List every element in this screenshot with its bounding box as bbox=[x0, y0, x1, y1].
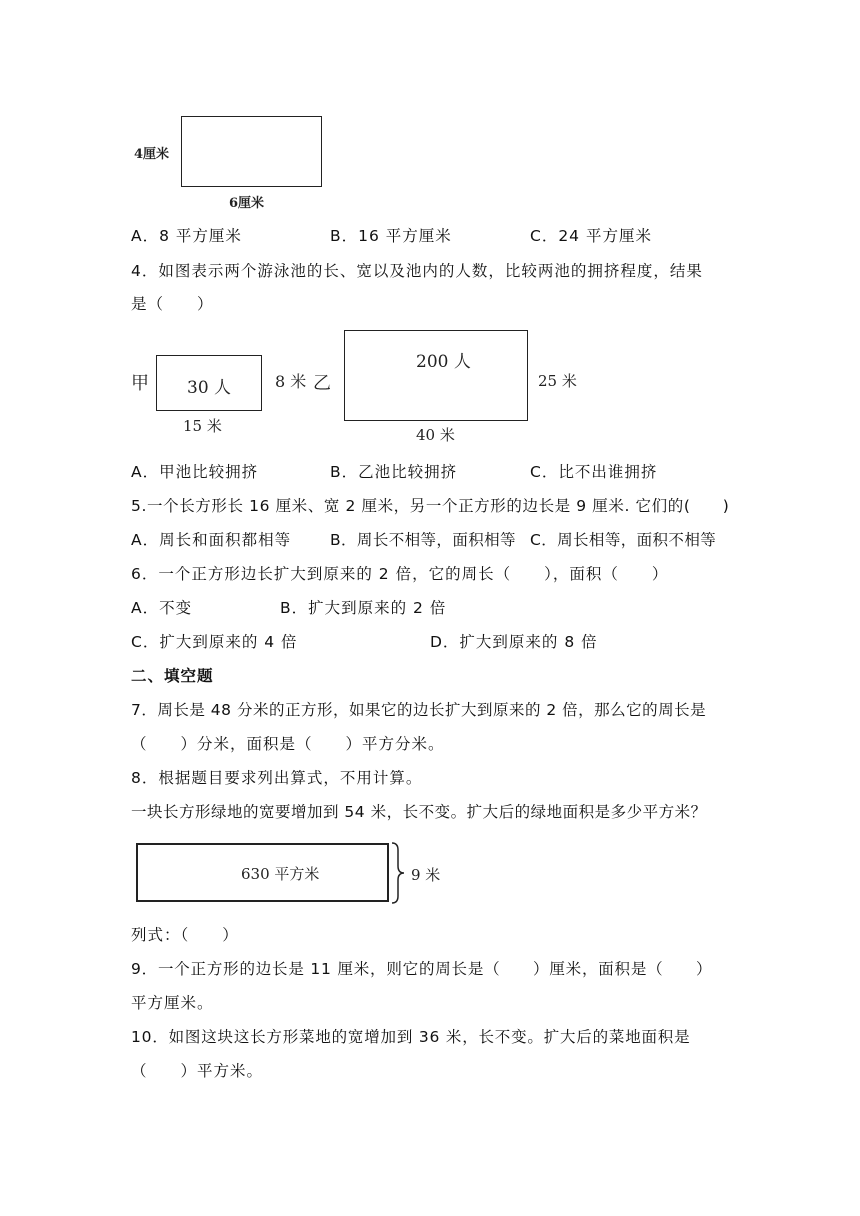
q7-question-line1: 7．周长是 48 分米的正方形，如果它的边长扩大到原来的 2 倍，那么它的周长是 bbox=[131, 701, 707, 719]
q10-question-line2: （ ）平方米。 bbox=[131, 1062, 264, 1080]
pool-jia-length: 15 米 bbox=[183, 417, 222, 435]
width-brace-icon bbox=[390, 842, 406, 904]
q9-question-line1: 9．一个正方形的边长是 11 厘米，则它的周长是（ ）厘米，面积是（ ） bbox=[131, 960, 713, 978]
q6-option-a: A．不变 bbox=[131, 599, 193, 617]
pool-yi-length: 40 米 bbox=[416, 426, 455, 444]
q5-option-a: A．周长和面积都相等 bbox=[131, 531, 292, 549]
q4-question-line2: 是（ ） bbox=[131, 295, 214, 313]
q5-option-c: C．周长相等，面积不相等 bbox=[530, 531, 717, 549]
pool-jia-label: 甲 bbox=[131, 373, 149, 394]
rectangle-figure-1 bbox=[181, 116, 322, 187]
pool-yi-label: 乙 bbox=[313, 373, 331, 394]
q8-formula: 列式：（ ） bbox=[131, 926, 239, 944]
q7-question-line2: （ ）分米，面积是（ ）平方分米。 bbox=[131, 735, 445, 753]
q4-question-line1: 4．如图表示两个游泳池的长、宽以及池内的人数，比较两池的拥挤程度，结果 bbox=[131, 262, 703, 280]
q5-option-b: B．周长不相等，面积相等 bbox=[330, 531, 516, 549]
q10-question-line1: 10．如图这块这长方形菜地的宽增加到 36 米，长不变。扩大后的菜地面积是 bbox=[131, 1028, 691, 1046]
q8-question-line2: 一块长方形绿地的宽要增加到 54 米，长不变。扩大后的绿地面积是多少平方米？ bbox=[131, 803, 707, 821]
figure1-height-label: 4厘米 bbox=[134, 147, 170, 162]
q6-question: 6．一个正方形边长扩大到原来的 2 倍，它的周长（ ），面积（ ） bbox=[131, 565, 669, 583]
q6-option-d: D．扩大到原来的 8 倍 bbox=[430, 633, 598, 651]
pool-yi-rectangle bbox=[344, 330, 528, 421]
q3-option-c: C．24 平方厘米 bbox=[530, 227, 652, 245]
q6-option-b: B．扩大到原来的 2 倍 bbox=[280, 599, 447, 617]
q3-option-a: A．8 平方厘米 bbox=[131, 227, 242, 245]
q8-question-line1: 8．根据题目要求列出算式，不用计算。 bbox=[131, 769, 423, 787]
q9-question-line2: 平方厘米。 bbox=[131, 994, 214, 1012]
q6-option-c: C．扩大到原来的 4 倍 bbox=[131, 633, 298, 651]
pool-jia-people: 30 人 bbox=[187, 378, 232, 398]
pool-yi-people: 200 人 bbox=[416, 352, 471, 372]
q5-question: 5.一个长方形长 16 厘米、宽 2 厘米，另一个正方形的边长是 9 厘米. 它们的( ) bbox=[131, 497, 730, 515]
q3-option-b: B．16 平方厘米 bbox=[330, 227, 452, 245]
pool-yi-width: 25 米 bbox=[538, 372, 577, 390]
green-land-width-label: 9 米 bbox=[411, 866, 441, 884]
pool-jia-width: 8 米 bbox=[275, 372, 307, 391]
figure1-width-label: 6厘米 bbox=[229, 196, 265, 211]
q4-option-c: C．比不出谁拥挤 bbox=[530, 463, 658, 481]
green-land-area-label: 630 平方米 bbox=[241, 865, 320, 883]
q4-option-a: A．甲池比较拥挤 bbox=[131, 463, 259, 481]
q4-option-b: B．乙池比较拥挤 bbox=[330, 463, 458, 481]
section-heading-fill-blank: 二、填空题 bbox=[131, 667, 214, 685]
